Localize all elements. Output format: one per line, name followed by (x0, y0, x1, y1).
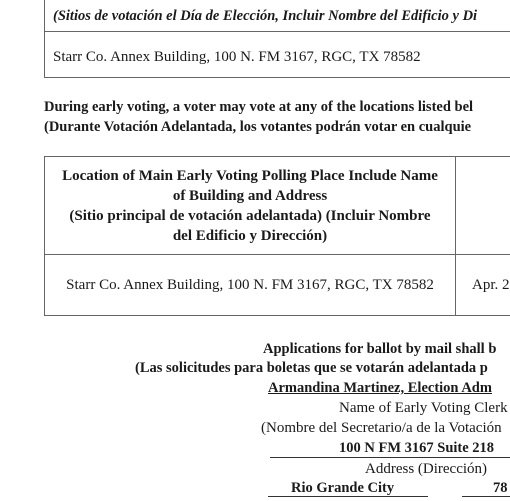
early-voting-date: Apr. 2 (472, 276, 510, 293)
mail-ballot-intro-es: (Las solicitudes para boletas que se votarán adelantada p (135, 360, 488, 376)
mail-ballot-intro-en: Applications for ballot by mail shall b (263, 341, 497, 357)
election-day-table-divider (45, 31, 510, 32)
early-voting-header-line: (Sitio principal de votación adelantada) (Incluir Nombre (69, 207, 431, 224)
clerk-city: Rio Grande City (291, 480, 395, 496)
early-voting-table-header-dates (456, 157, 510, 255)
early-voting-clerk-label: Name of Early Voting Clerk (339, 400, 508, 416)
early-voting-table (44, 156, 510, 316)
early-voting-location-address: Starr Co. Annex Building, 100 N. FM 3167, RGC, TX 78582 (45, 255, 456, 315)
early-voting-table-header (45, 157, 456, 255)
early-voting-header-line: del Edificio y Dirección) (172, 227, 328, 244)
clerk-address-label: Address (Dirección) (365, 461, 488, 477)
election-day-location-address: Starr Co. Annex Building, 100 N. FM 3167, RGC, TX 78582 (53, 49, 421, 65)
address-underline (270, 457, 510, 458)
early-voting-header-line: of Building and Address (172, 187, 328, 204)
early-voting-header-line: Location of Main Early Voting Polling Place Include Name (62, 167, 438, 184)
clerk-zip: 78 (493, 480, 508, 496)
early-voting-intro-en: During early voting, a voter may vote at any of the locations listed bel (44, 99, 474, 115)
early-voting-intro-es: (Durante Votación Adelantada, los votantes podrán votar en cualquie (44, 119, 472, 135)
early-voting-clerk-label-es: (Nombre del Secretario/a de la Votación (261, 420, 502, 436)
early-voting-clerk-name: Armandina Martinez, Election Adm (268, 380, 492, 396)
clerk-address: 100 N FM 3167 Suite 218 (339, 440, 495, 456)
election-day-table-header: (Sitios de votación el Día de Elección, Incluir Nombre del Edificio y Di (53, 8, 478, 24)
